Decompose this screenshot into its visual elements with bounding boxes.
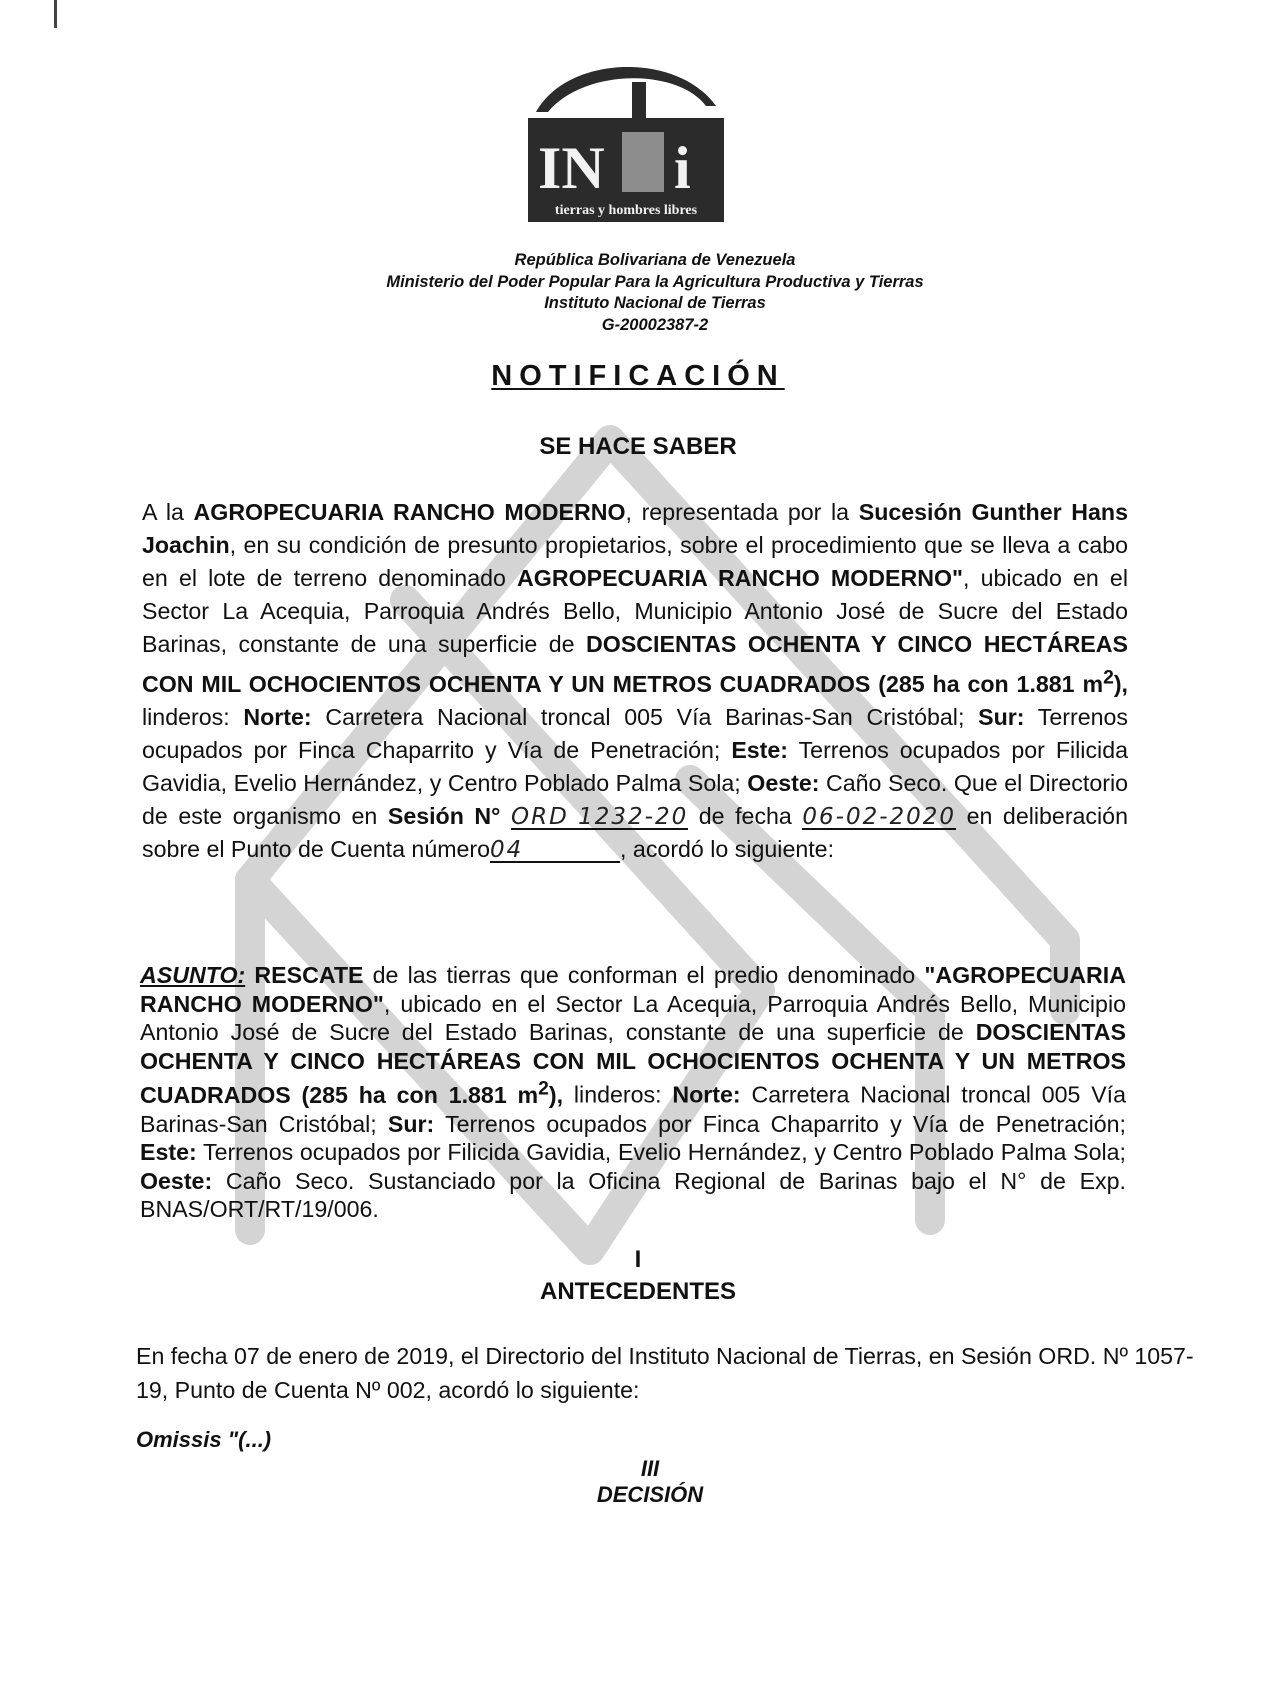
asunto-label: ASUNTO: — [140, 962, 246, 988]
section-heading-antecedentes: ANTECEDENTES — [539, 1278, 737, 1305]
omissis-text: Omissis "(...) — [136, 1427, 272, 1452]
header-line-republic: República Bolivariana de Venezuela — [514, 251, 796, 269]
letterhead — [0, 250, 1280, 336]
logo-letters-right: i — [674, 135, 691, 201]
header-line-ministry: Ministerio del Poder Popular Para la Agricultura Productiva y Tierras — [386, 272, 924, 291]
section-numeral-i: I — [634, 1246, 642, 1273]
section-numeral-iii: III — [640, 1456, 660, 1481]
document-title: NOTIFICACIÓN — [491, 360, 785, 392]
handwritten-account-point: 04 — [490, 839, 620, 863]
handwritten-session-number: ORD 1232-20 — [511, 803, 689, 830]
handwritten-date: 06-02-2020 — [802, 803, 957, 830]
asunto-paragraph: ASUNTO: RESCATE de las tierras que conforman el predio denominado "AGROPECUARIA RANCHO MODERNO", ubicado en el Sector La Acequia, Parroquia Andrés Bello, Municipio Antonio José de Sucre del Estado Barinas, constante de una superficie de DOSCIENTAS OCHENTA Y CINCO HECTÁREAS CON MIL OCHOCIENTOS OCHENTA Y UN METROS CUADRADOS (285 ha con 1.881 $m^2$), linderos: Norte: Carretera Nacional troncal 005 Vía Barinas-San Cristóbal; Sur: Terrenos ocupados por Finca Chaparrito y Vía de Penetración; Este: Terrenos ocupados por Filicida Gavidia, Evelio Hernández, y Centro Poblado Palma Sola; Oeste: Caño Seco. Sustanciado por la Oficina Regional de Barinas bajo el N° de Exp. BNAS/ORT/RT/19/006. — [140, 962, 1127, 1223]
section-heading-decision: DECISIÓN — [596, 1482, 704, 1507]
header-line-rif: G-20002387-2 — [601, 315, 709, 334]
header-line-institute: Instituto Nacional de Tierras — [544, 294, 766, 312]
antecedentes-paragraph: En fecha 07 de enero de 2019, el Directorio del Instituto Nacional de Tierras, en Sesión ORD. Nº 1057-19, Punto de Cuenta Nº 002, acordó lo siguiente: — [136, 1343, 1194, 1403]
notice-paragraph: A la AGROPECUARIA RANCHO MODERNO, representada por la Sucesión Gunther Hans Joachin, en su condición de presunto propietarios, sobre el procedimiento que se lleva a cabo en el lote de terreno denominado AGROPECUARIA RANCHO MODERNO", ubicado en el Sector La Acequia, Parroquia Andrés Bello, Municipio Antonio José de Sucre del Estado Barinas, constante de una superficie de DOSCIENTAS OCHENTA Y CINCO HECTÁREAS CON MIL OCHOCIENTOS OCHENTA Y UN METROS CUADRADOS (285 ha con 1.881 $m^2$), linderos: Norte: Carretera Nacional troncal 005 Vía Barinas-San Cristóbal; Sur: Terrenos ocupados por Finca Chaparrito y Vía de Penetración; Este: Terrenos ocupados por Filicida Gavidia, Evelio Hernández, y Centro Poblado Palma Sola; Oeste: Caño Seco. Que el Directorio de este organismo en Sesión N° ORD 1232-20 de fecha 06-02-2020 en deliberación sobre el Punto de Cuenta número04 , acordó lo siguiente: — [142, 499, 1128, 863]
document-subtitle: SE HACE SABER — [539, 433, 737, 460]
inti-logo — [528, 54, 724, 222]
logo-letters-left: IN — [538, 135, 605, 201]
logo-tagline: tierras y hombres libres — [554, 203, 698, 218]
